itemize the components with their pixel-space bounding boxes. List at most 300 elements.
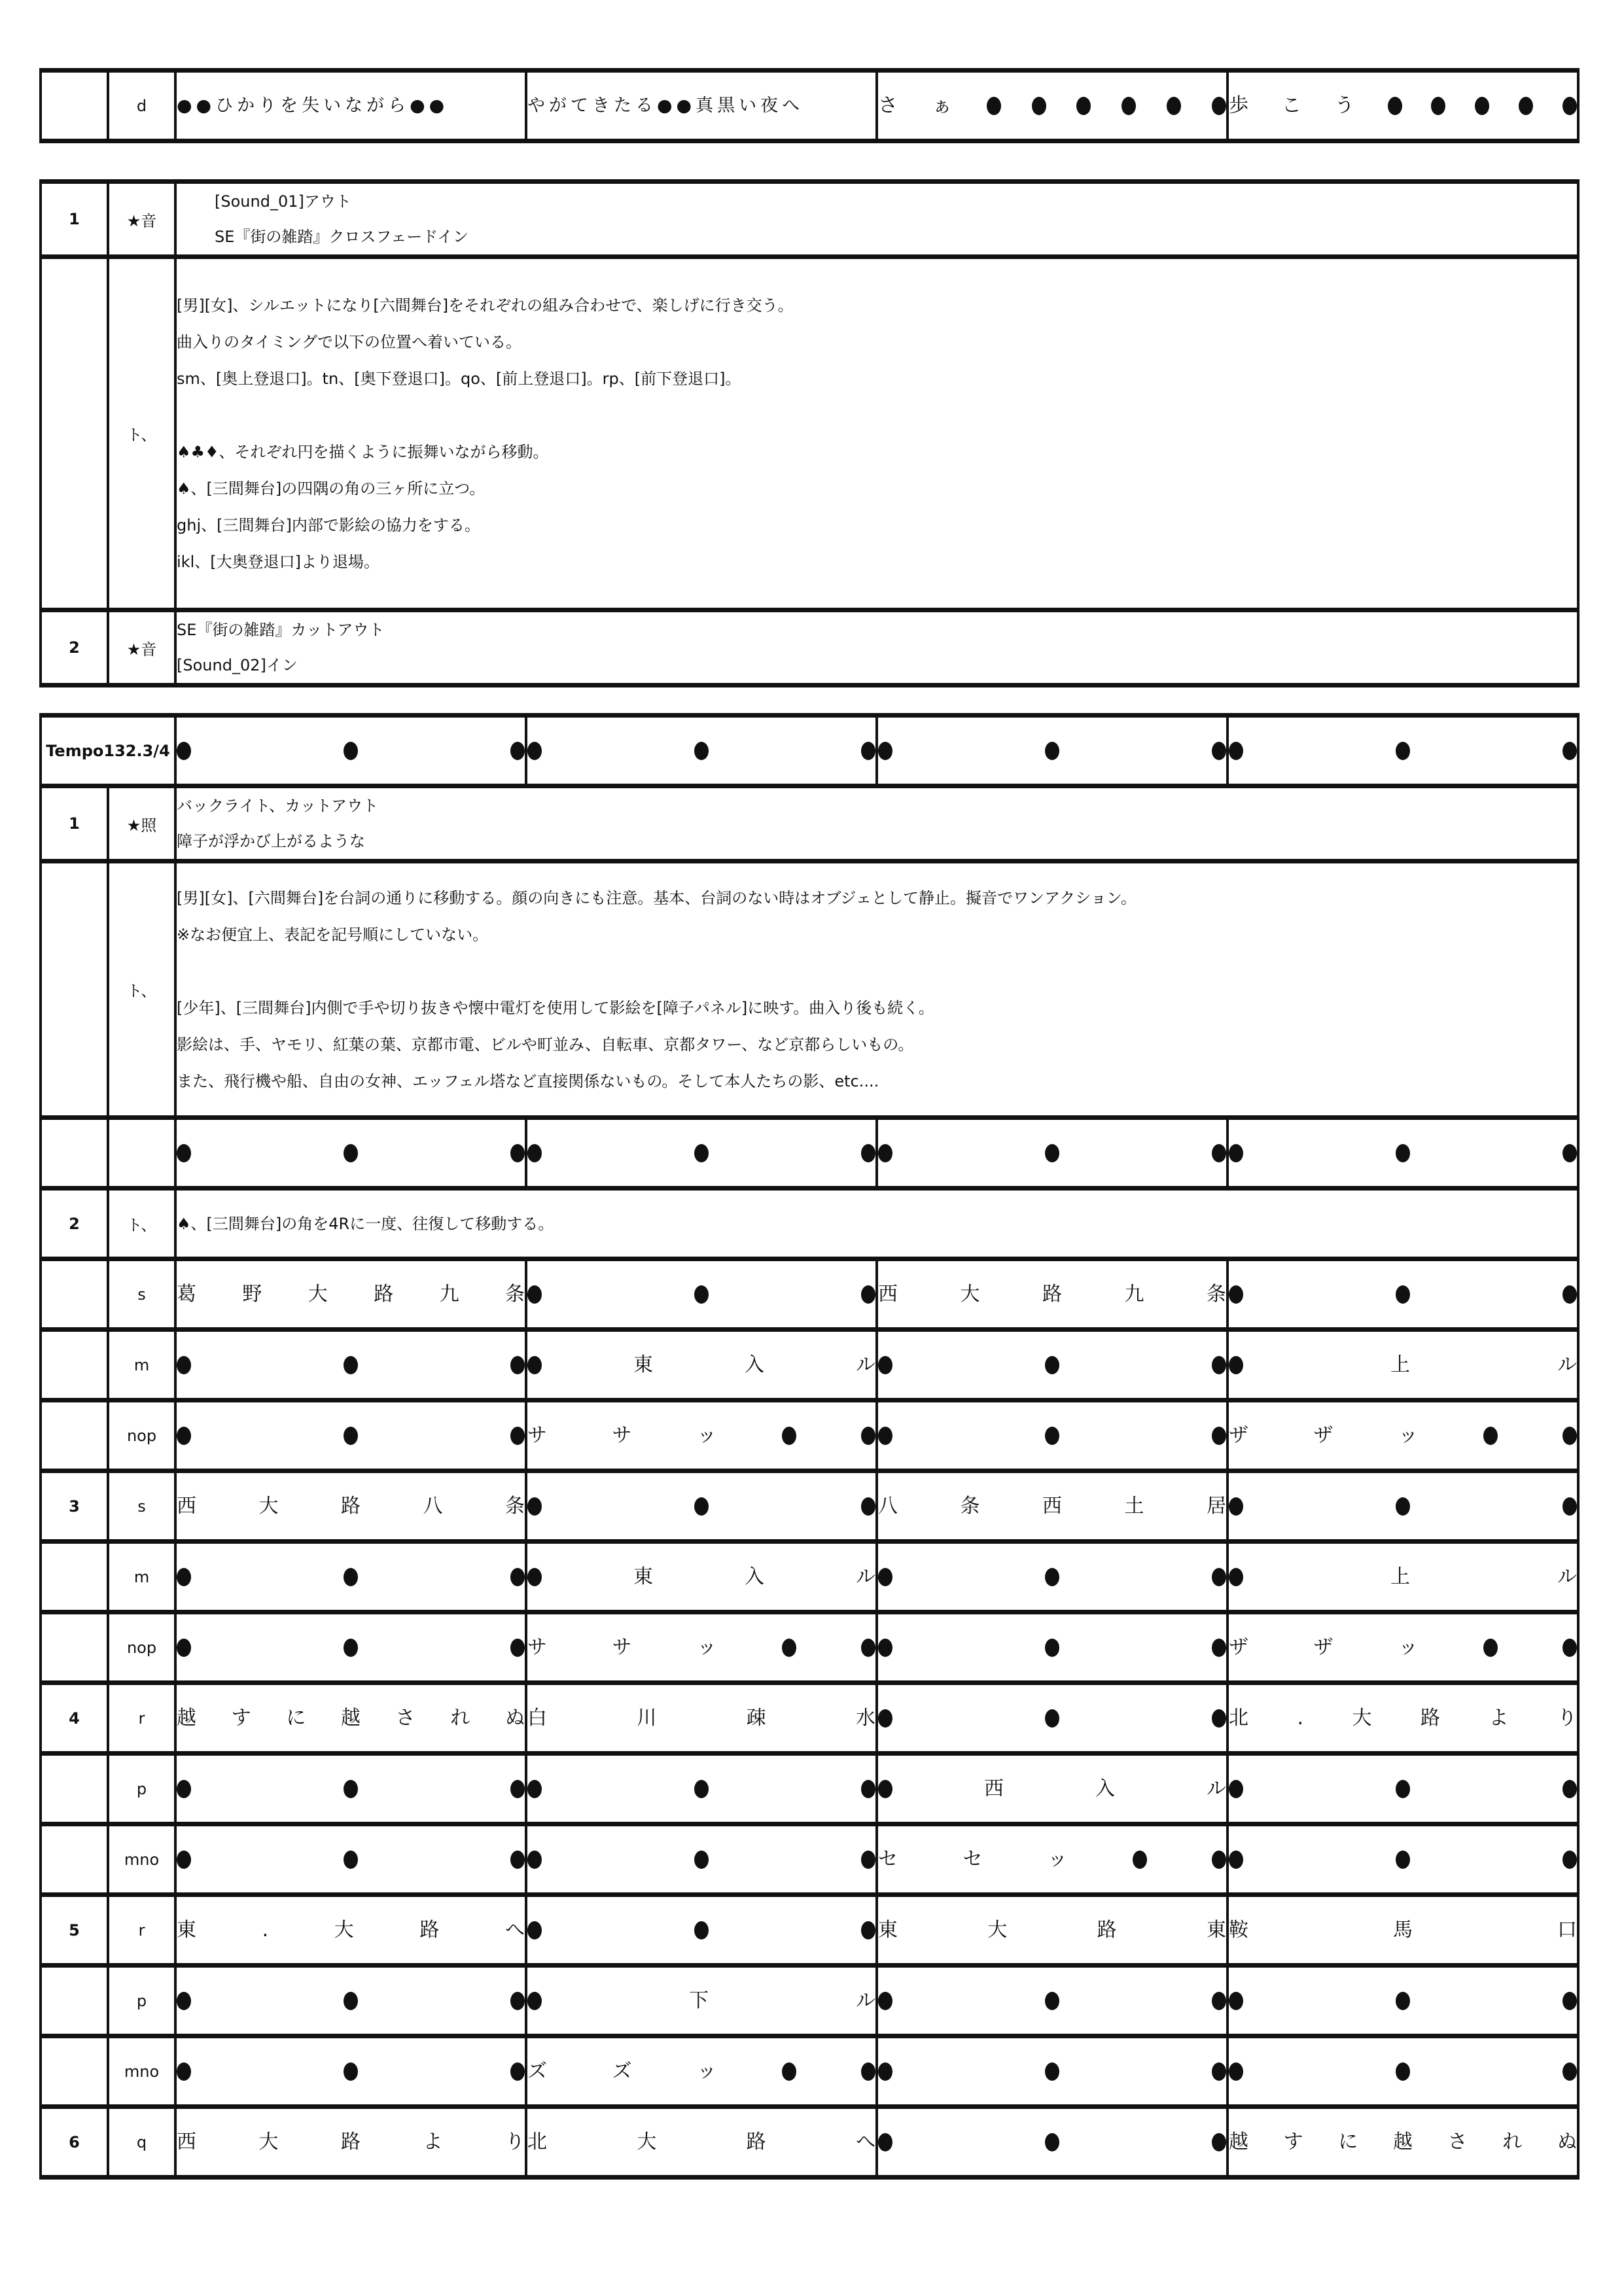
beat-dot-icon [1212,2133,1226,2151]
lyric-syllable: ザ [1229,1423,1249,1447]
lyric-syllable: 路 [341,2130,361,2153]
beat-dot-icon [1396,1497,1410,1516]
bar-beats [878,1282,1227,1306]
lyric-syllable: ぬ [1557,2130,1577,2153]
bar-beats [878,1144,1226,1162]
cue-line: バックライト、カットアウト [177,797,379,815]
bar-cell [175,1542,526,1612]
bar-cell [877,2036,1227,2107]
score-row [41,1612,1578,1683]
bar-beats [177,1639,525,1657]
lyric-syllable: 路 [341,1494,361,1518]
beat-dot-icon [177,1356,191,1374]
beat-dot-icon [527,1921,542,1939]
lyric-syllable: さ [395,1706,415,1730]
lyric-syllable: 歩 [1229,94,1252,117]
beat-dot-icon [694,1497,709,1516]
bar-beats [527,1355,875,1375]
score-rows [41,1259,1578,2178]
bar-cell [175,1966,526,2036]
lyric-syllable: . [262,1918,269,1941]
beat-dot-icon [1229,2062,1243,2081]
tempo-label: Tempo132.3/4 [41,716,175,786]
beat-dot-icon [1212,742,1226,760]
beat-dot-icon [1167,97,1181,115]
direction-line: [男][女]、[六間舞台]を台詞の通りに移動する。顔の向きにも注意。基本、台詞のない時はオブジェとして静止。擬音でワンアクション。 [177,888,1137,907]
bar-cell [877,1754,1227,1824]
bar-cell [526,1330,877,1400]
lyric-syllable: さ [1447,2130,1468,2153]
beat-dot-icon [861,1780,875,1798]
direction-line: sm、[奥上登退口]。tn、[奥下登退口]。qo、[前上登退口]。rp、[前下登退口]。 [177,369,741,388]
cue-text [175,786,1578,861]
beat-dot-icon [1045,1568,1059,1586]
score-row [41,1471,1578,1542]
bar-beats [177,1144,525,1162]
beat-dot-icon [1212,1992,1226,2010]
lyric-syllable: 西 [177,2130,197,2153]
direction-line: ikl、[大奥登退口]より退場。 [177,552,380,571]
bar-beats [878,2062,1226,2081]
score-row [41,1542,1578,1612]
lyric-syllable: 葛 [177,1282,197,1306]
blank-line [177,953,1577,990]
cue-number [41,1118,108,1189]
bar-cell [877,1683,1227,1754]
bar-cell [877,2107,1227,2178]
cue-number [41,1612,108,1683]
bar-beats [878,1992,1226,2010]
performer-role: nop [108,1400,175,1471]
beat-dot-icon [878,1144,892,1162]
score-row [41,1259,1578,1330]
beat-dot-icon [1229,1568,1243,1586]
lyric-syllable: 九 [1124,1282,1144,1306]
score-row [41,1683,1578,1754]
cue-row [41,182,1578,257]
beat-dot-icon [1045,1356,1059,1374]
bar-cell [526,1895,877,1966]
bar-cell [877,1966,1227,2036]
lyric-syllable: ッ [697,1423,717,1447]
beat-dot-icon [1483,1639,1498,1657]
lyric-syllable: ル [1557,1565,1578,1588]
lyric-syllable: 入 [745,1565,765,1588]
bar-beats [177,2132,525,2152]
lyric-syllable: 東 [878,1918,898,1941]
beat-dot-icon [177,1144,191,1162]
beat-dot-icon [1483,1427,1498,1445]
cue-role: ト、 [108,861,175,1118]
cue-role: ト、 [108,1189,175,1259]
beat-dot-icon [1562,742,1577,760]
bar-cell [1227,1966,1578,2036]
lyric-syllable: 上 [1390,1353,1411,1376]
stage-direction-row [41,257,1578,610]
beat-dot-icon [1229,1851,1243,1869]
lyric-syllable: サ [612,1423,632,1447]
lyric-syllable: う [1334,94,1358,117]
bar-cell [526,71,877,141]
lyric-syllable: ザ [1313,1635,1333,1659]
bar-cell [175,1471,526,1542]
lyric-syllable: 下 [689,1989,709,2012]
bar-beats [527,1423,875,1447]
lyric-syllable: 条 [960,1494,980,1518]
bar-cell [175,1683,526,1754]
beat-dot-icon [878,1992,892,2010]
direction-line: ※なお便宜上、表記を記号順にしていない。 [177,925,489,944]
lyric-syllable: 越 [1392,2130,1413,2153]
beat-dot-icon [878,1356,892,1374]
bar-cell [877,1400,1227,1471]
lyric-syllable: 九 [439,1282,459,1306]
beat-dot-icon [527,1851,542,1869]
cue-number: 3 [41,1471,108,1542]
bar-cell [526,2036,877,2107]
bar-beats [878,742,1226,760]
beat-dot-icon [1396,1780,1410,1798]
beat-dot-icon [1562,1992,1577,2010]
beat-dot-icon [1212,1427,1226,1445]
lyric-syllable: ●●ひかりを失いながら●● [177,96,449,116]
cue-row [41,610,1578,686]
cue-number: 2 [41,1189,108,1259]
lyric-syllable: ッ [1398,1423,1419,1447]
beat-dot-icon [878,742,892,760]
bar-cell [877,71,1227,141]
beat-dot-icon [344,1851,358,1869]
cue-role [108,1118,175,1189]
bar-beats [177,1918,525,1941]
bar-cell [1227,1683,1578,1754]
lyric-syllable: 馬 [1393,1918,1413,1941]
performer-role: mno [108,2036,175,2107]
stage-direction-row [41,861,1578,1118]
cue-number: 5 [41,1895,108,1966]
bar-beats [878,1356,1226,1374]
beat-dot-icon [177,1851,191,1869]
bar-beats [878,1847,1226,1871]
lyric-syllable: 土 [1124,1494,1144,1518]
cue-line: [Sound_01]アウト [215,192,351,211]
lyric-syllable: ザ [1229,1635,1249,1659]
lyric-syllable: よ [1489,1706,1509,1730]
lyric-syllable: 路 [1042,1282,1063,1306]
lyric-syllable: ル [856,1353,876,1376]
bar-cell [175,1118,526,1189]
beat-dot-icon [510,2062,525,2081]
bar-beats [878,1568,1226,1586]
bar-cell [175,716,526,786]
beat-dot-icon [1396,1285,1410,1304]
lyric-syllable: 北 [527,2130,548,2153]
cue-line: SE『街の雑踏』クロスフェードイン [215,228,468,246]
beat-dot-icon [782,1639,796,1657]
bar-beats [177,742,525,760]
beat-dot-icon [1562,1497,1577,1516]
bar-cell [175,1400,526,1471]
bar-cell [1227,1612,1578,1683]
lyric-syllable: 入 [1095,1777,1116,1800]
beat-dot-icon [510,1639,525,1657]
stage-direction-text [175,257,1578,610]
bar-cell [877,1824,1227,1895]
performer-role: p [108,1754,175,1824]
beat-dot-icon [527,1568,542,1586]
beat-dot-icon [861,1497,875,1516]
bar-cell [526,1612,877,1683]
bar-cell [175,1612,526,1683]
beat-dot-icon [1388,97,1402,115]
cue-role: ★音 [108,182,175,257]
bar-cell [526,1824,877,1895]
cue-number [41,1259,108,1330]
bar-beats [527,2132,875,2152]
bar-beats [1229,1567,1577,1587]
beat-dot-icon [1212,1639,1226,1657]
cue-number [41,1966,108,2036]
bar-cell [1227,716,1578,786]
beat-dot-icon [1212,1356,1226,1374]
lyric-syllable: 東 [1207,1918,1226,1941]
score-row [41,1400,1578,1471]
lyric-syllable: 水 [856,1706,875,1730]
bar-cell [526,1400,877,1471]
lyric-syllable: に [286,1706,306,1730]
beat-dot-icon [1396,742,1410,760]
performer-role: p [108,1966,175,2036]
performer-role: r [108,1895,175,1966]
lyric-syllable: 疎 [746,1706,766,1730]
lyric-syllable: ル [856,1565,876,1588]
lyric-syllable: へ [856,2130,875,2153]
bar-beats [177,1706,525,1730]
cue-number [41,1400,108,1471]
bar-beats [527,1991,875,2011]
lyric-syllable: 路 [1421,1706,1441,1730]
bar-beats [177,1992,525,2010]
lyric-syllable: 大 [334,1918,354,1941]
lyric-syllable: す [231,1706,251,1730]
bar-cell [526,1754,877,1824]
bar-beats [1229,1285,1577,1304]
performer-role: q [108,2107,175,2178]
bar-beats [177,1427,525,1445]
beat-dot-icon [861,2062,875,2081]
bar-cell [1227,2036,1578,2107]
bar-beats [177,2062,525,2081]
bar-cell [1227,1400,1578,1471]
direction-line: [男][女]、シルエットになり[六間舞台]をそれぞれの組み合わせで、楽しげに行き交う。 [177,296,794,315]
performer-role: m [108,1330,175,1400]
score-row [41,2036,1578,2107]
lyric-syllable: 西 [1042,1494,1063,1518]
beat-dot-icon [1212,97,1226,115]
bar-beats [527,1567,875,1587]
lyric-syllable: 西 [878,1282,898,1306]
beat-dot-icon [527,1285,542,1304]
beat-dot-icon [344,742,358,760]
beat-dot-icon [694,1285,709,1304]
beat-dot-icon [527,1356,542,1374]
score-row [41,1966,1578,2036]
lyric-syllable: ッ [697,1635,717,1659]
lyric-syllable: り [505,2130,525,2153]
bar-beats [1229,96,1577,116]
bar-cell [526,1471,877,1542]
lyric-syllable: に [1338,2130,1358,2153]
cue-number [41,1330,108,1400]
bar-cell [877,1259,1227,1330]
cue-number: 1 [41,786,108,861]
beat-dot-icon [177,1780,191,1798]
beat-dot-icon [1212,1144,1226,1162]
beat-dot-icon [861,1851,875,1869]
beat-dot-icon [344,1144,358,1162]
bar-beats [527,1780,875,1798]
lyric-syllable: 白 [527,1706,548,1730]
beat-dot-icon [1229,1497,1243,1516]
bar-cell [526,1683,877,1754]
cue-number: 1 [41,182,108,257]
lyric-syllable: 路 [1097,1918,1117,1941]
lyric-syllable: 大 [308,1282,328,1306]
bar-cell [877,1330,1227,1400]
beat-dot-icon [1121,97,1136,115]
cue-line: SE『街の雑踏』カットアウト [177,621,385,639]
lyric-syllable: ル [856,1989,876,2012]
bar-beats [177,1851,525,1869]
beat-dot-icon [510,1780,525,1798]
lyric-syllable: 東 [633,1565,654,1588]
lyric-syllable: 口 [1557,1918,1578,1941]
lyric-syllable: 入 [745,1353,765,1376]
cue-number [41,1754,108,1824]
beat-dot-icon [782,2062,796,2081]
beat-dot-icon [344,1780,358,1798]
beat-dot-icon [527,1780,542,1798]
lyric-syllable: サ [527,1423,548,1447]
cue-number [41,861,108,1118]
cue-number [41,1542,108,1612]
performer-role: s [108,1471,175,1542]
beat-dot-icon [861,1144,875,1162]
lyric-header-row [41,71,1578,141]
lyric-syllable: れ [450,1706,470,1730]
score-row [41,1330,1578,1400]
beat-dot-icon [1562,1639,1577,1657]
beat-dot-icon [510,1144,525,1162]
score-row [41,1895,1578,1966]
cue-number [41,2036,108,2107]
bar-beats [527,1285,875,1304]
bar-cell [1227,1330,1578,1400]
performer-role: nop [108,1612,175,1683]
bar-beats [177,97,525,114]
beat-dot-icon [878,2133,892,2151]
lyric-syllable: ズ [527,2059,548,2083]
section1-cue-table [39,179,1580,687]
lyric-syllable: ザ [1313,1423,1333,1447]
lyric-syllable: 東 [633,1353,654,1376]
beat-dot-icon [861,1427,875,1445]
beat-dot-icon [177,1992,191,2010]
bar-beats [1229,1918,1578,1941]
beat-dot-icon [1212,2062,1226,2081]
lyric-syllable: 八 [423,1494,443,1518]
bar-cell [175,2107,526,2178]
beat-dot-icon [878,2062,892,2081]
cue-row [41,1189,1578,1259]
bar-beats [177,1780,525,1798]
bar-beats [1229,1355,1577,1375]
lyric-syllable: 大 [987,1918,1008,1941]
beat-dot-icon [1562,1144,1577,1162]
lyric-syllable: ッ [1048,1847,1068,1871]
bar-beats [878,1639,1226,1657]
beat-dot-icon [1045,2062,1059,2081]
beat-dot-icon [344,1356,358,1374]
beat-dot-icon [1396,1992,1410,2010]
bar-beats [878,1494,1227,1518]
cue-line: ♠、[三間舞台]の角を4Rに一度、往復して移動する。 [177,1214,554,1233]
bar-cell [877,1612,1227,1683]
cue-number [41,1824,108,1895]
lyric-syllable: 川 [637,1706,657,1730]
lyric-syllable: 路 [374,1282,394,1306]
beat-dot-icon [1045,1639,1059,1657]
bar-cell [1227,1471,1578,1542]
lyric-syllable: 路 [419,1918,440,1941]
beat-dot-icon [1562,1851,1577,1869]
beat-dot-icon [1562,97,1577,115]
bar-beats [1229,1497,1577,1516]
bar-cell [526,716,877,786]
bar-beats [878,1709,1226,1728]
stage-direction-text [175,861,1578,1118]
bar-beats [527,1851,875,1869]
beat-dot-icon [1076,97,1091,115]
bar-beats [177,1494,525,1518]
lyric-syllable: ル [1557,1353,1578,1376]
bar-beats [1229,1780,1577,1798]
beat-dot-icon [510,1568,525,1586]
lyric-syllable: 大 [258,1494,279,1518]
lyric-header-table [39,68,1580,143]
beat-dot-icon [1562,1780,1577,1798]
direction-line: 影絵は、手、ヤモリ、紅葉の葉、京都市電、ビルや町並み、自転車、京都タワー、など京都らしいもの。 [177,1035,914,1054]
bar-cell [1227,1754,1578,1824]
bar-beats [1229,1992,1577,2010]
beat-dot-icon [1396,1851,1410,1869]
beat-dot-icon [1562,2062,1577,2081]
beat-dot-icon [510,742,525,760]
tempo-row [41,716,1578,786]
performer-role: m [108,1542,175,1612]
bar-beats [1229,1423,1577,1447]
lyric-syllable: こ [1281,94,1305,117]
bar-beats [878,1427,1226,1445]
lyric-syllable: ル [1207,1777,1227,1800]
cue-number: 2 [41,610,108,686]
beat-dot-icon [878,1639,892,1657]
beat-dot-icon [1229,1285,1243,1304]
beat-dot-icon [1133,1851,1147,1869]
lyric-syllable: り [1557,1706,1577,1730]
lyric-syllable: サ [612,1635,632,1659]
lyric-syllable: 大 [1352,1706,1372,1730]
